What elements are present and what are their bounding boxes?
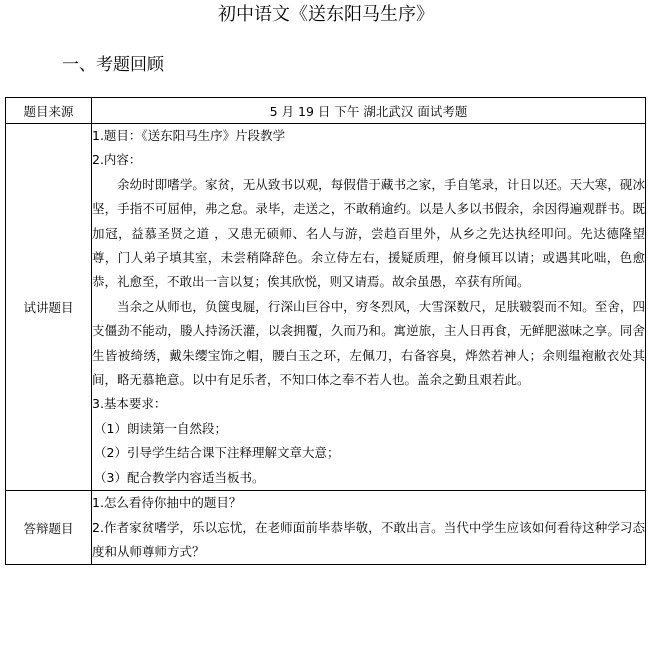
row-label-lecture: 试讲题目 — [6, 124, 92, 491]
requirement-item-3: （3）配合教学内容适当板书。 — [94, 469, 265, 485]
defense-question-1: 1.怎么看待你抽中的题目？ — [92, 495, 242, 511]
row-label-source: 题目来源 — [6, 98, 92, 124]
content-label: 2.内容： — [92, 152, 142, 168]
table-row-defense — [6, 491, 646, 565]
table-row-source — [6, 98, 646, 124]
requirement-item-2: （2）引导学生结合课下注释理解文章大意； — [94, 445, 340, 461]
row-label-defense: 答辩题目 — [6, 491, 92, 565]
passage-paragraph-2: 当余之从师也，负箧曳屣，行深山巨谷中，穷冬烈风，大雪深数尺，足肤皲裂而不知。至舍，四支僵劲不能动，媵人持汤沃灌，以衾拥覆，久而乃和。寓逆旅，主人日再食，无鲜肥滋味之享。同舍生皆被绮绣，戴朱缨宝饰之帽，腰白玉之环，左佩刀，右备容臭，烨然若神人；余则缊袍敝衣处其间，略无慕艳意。以中有足乐者，不知口体之奉不若人也。盖余之勤且艰若此。 — [92, 298, 645, 388]
passage-paragraph-1: 余幼时即嗜学。家贫，无从致书以观，每假借于藏书之家，手自笔录，计日以还。天大寒，砚冰坚，手指不可屈伸，弗之怠。录毕，走送之，不敢稍逾约。以是人多以书假余，余因得遍观群书。既加冠，益慕圣贤之道 ，又患无硕师、名人与游，尝趋百里外，从乡之先达执经叩问。先达德隆望尊，门人弟子填其室，未尝稍降辞色。余立侍左右，援疑质理，俯身倾耳以请；或遇其叱咄，色愈恭，礼愈至，不敢出一言以复；俟其欣悦，则又请焉。故余虽愚，卒获有所闻。 — [92, 176, 645, 290]
document-title: 初中语文《送东阳马生序》 — [218, 4, 434, 25]
source-value: 5 月 19 日 下午 湖北武汉 面试考题 — [92, 98, 646, 124]
requirement-item-1: （1）朗读第一自然段； — [94, 420, 227, 436]
exam-info-table — [5, 97, 646, 565]
topic-line: 1.题目：《送东阳马生序》片段教学 — [92, 128, 286, 143]
requirements-label: 3.基本要求： — [92, 396, 167, 412]
section-heading: 一、考题回顾 — [62, 55, 164, 75]
defense-question-2: 2.作者家贫嗜学，乐以忘忧，在老师面前毕恭毕敬，不敢出言。当代中学生应该如何看待这种学习态度和从师尊师方式？ — [92, 519, 645, 559]
defense-content-cell — [92, 491, 646, 565]
lecture-content-cell — [92, 124, 646, 491]
table-row-lecture — [6, 124, 646, 491]
